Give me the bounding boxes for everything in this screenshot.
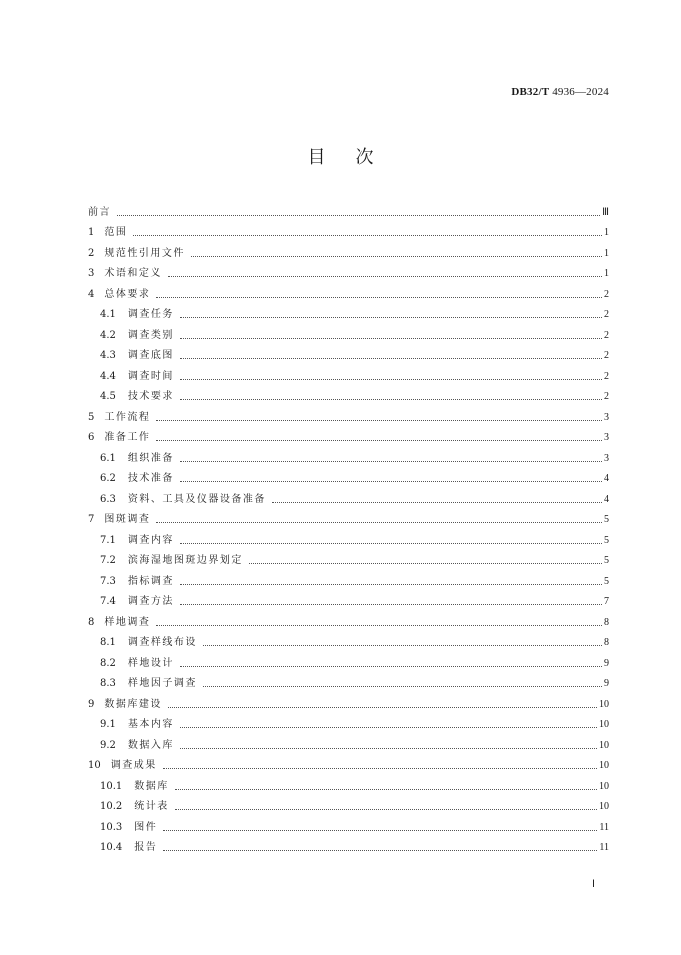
toc-entry-number: 8.2 bbox=[100, 657, 116, 669]
toc-leader-dots bbox=[180, 317, 602, 318]
toc-entry-page: 8 bbox=[604, 616, 609, 628]
toc-entry-page: 8 bbox=[604, 637, 609, 648]
toc-entry-title: 调查样线布设 bbox=[127, 637, 197, 648]
toc-entry-title: 图件 bbox=[134, 821, 158, 833]
toc-leader-dots bbox=[180, 481, 602, 482]
toc-entry-title: 调查成果 bbox=[110, 760, 157, 771]
toc-leader-dots bbox=[156, 297, 602, 298]
toc-entry-title: 调查类别 bbox=[127, 329, 174, 341]
toc-entry-page: 2 bbox=[604, 370, 609, 382]
toc-entry[interactable] bbox=[88, 445, 609, 466]
toc-leader-dots bbox=[156, 420, 602, 421]
toc-entry-number: 1 bbox=[88, 227, 95, 238]
toc-entry-page: 7 bbox=[604, 596, 609, 607]
toc-leader-dots bbox=[180, 666, 602, 667]
toc-entry-number: 4.3 bbox=[100, 350, 116, 361]
toc-entry-number: 4 bbox=[88, 288, 95, 300]
toc-entry-number: 9 bbox=[88, 698, 95, 710]
toc-entry-page: 4 bbox=[604, 473, 609, 484]
toc-leader-dots bbox=[180, 461, 602, 462]
toc-entry-title: 组织准备 bbox=[127, 452, 174, 464]
toc-entry-title: 滨海湿地图斑边界划定 bbox=[127, 555, 243, 566]
toc-entry-number: 8 bbox=[88, 616, 95, 628]
toc-entry-page: 1 bbox=[604, 247, 609, 259]
toc-leader-dots bbox=[175, 789, 597, 790]
toc-entry[interactable] bbox=[88, 835, 609, 856]
toc-entry[interactable] bbox=[88, 281, 609, 302]
toc-leader-dots bbox=[272, 502, 602, 503]
toc-entry-title: 基本内容 bbox=[127, 719, 174, 730]
toc-leader-dots bbox=[133, 235, 602, 236]
toc-title: 目次 bbox=[307, 147, 404, 168]
toc-leader-dots bbox=[156, 522, 602, 523]
toc-entry-page: 2 bbox=[604, 288, 609, 300]
toc-entry-number: 7 bbox=[88, 514, 95, 525]
toc-entry-number: 7.2 bbox=[100, 555, 116, 566]
toc-entry-page: 10 bbox=[599, 698, 609, 710]
toc-entry-page: 2 bbox=[604, 350, 609, 361]
toc-entry-title: 总体要求 bbox=[104, 288, 151, 300]
toc-entry-page: 1 bbox=[604, 268, 609, 279]
toc-entry-title: 样地因子调查 bbox=[127, 678, 197, 689]
toc-entry-title: 资料、工具及仪器设备准备 bbox=[127, 493, 266, 505]
toc-entry-title: 技术要求 bbox=[127, 391, 174, 402]
toc-leader-dots bbox=[156, 440, 602, 441]
toc-entry[interactable] bbox=[88, 363, 609, 384]
toc-entry-page: 4 bbox=[604, 493, 609, 505]
toc-entry-number: 10.4 bbox=[100, 842, 123, 853]
toc-entry-title: 报告 bbox=[134, 842, 158, 853]
toc-entry-number: 4.5 bbox=[100, 391, 116, 402]
toc-entry[interactable] bbox=[88, 527, 609, 548]
toc-entry[interactable] bbox=[88, 712, 609, 733]
toc-entry[interactable] bbox=[88, 322, 609, 343]
toc-entry-title: 工作流程 bbox=[104, 411, 151, 423]
toc-leader-dots bbox=[163, 768, 597, 769]
page-number: Ⅰ bbox=[592, 879, 595, 890]
toc-entry[interactable] bbox=[88, 814, 609, 835]
toc-entry-title: 调查方法 bbox=[127, 596, 174, 607]
toc-entry-page: 5 bbox=[604, 514, 609, 525]
toc-leader-dots bbox=[180, 604, 602, 605]
toc-entry[interactable] bbox=[88, 630, 609, 651]
toc-entry-page: 10 bbox=[599, 760, 609, 771]
toc-entry-title: 统计表 bbox=[134, 801, 169, 812]
toc-leader-dots bbox=[117, 215, 600, 216]
toc-entry[interactable] bbox=[88, 343, 609, 364]
toc-leader-dots bbox=[180, 399, 602, 400]
toc-entry-number: 6 bbox=[88, 432, 95, 443]
toc-leader-dots bbox=[180, 543, 602, 544]
toc-entry[interactable] bbox=[88, 302, 609, 323]
toc-leader-dots bbox=[191, 256, 602, 257]
toc-entry-number: 7.4 bbox=[100, 596, 116, 607]
toc-entry-number: 10.2 bbox=[100, 801, 123, 812]
toc-entry-title: 准备工作 bbox=[104, 432, 151, 443]
toc-entry-title: 规范性引用文件 bbox=[104, 247, 185, 259]
toc-leader-dots bbox=[180, 338, 602, 339]
toc-leader-dots bbox=[203, 686, 602, 687]
toc-leader-dots bbox=[156, 625, 602, 626]
toc-entry-page: 5 bbox=[604, 534, 609, 546]
toc-leader-dots bbox=[168, 276, 602, 277]
toc-entry[interactable] bbox=[88, 425, 609, 446]
toc-entry-number: 6.2 bbox=[100, 473, 116, 484]
toc-entry-number: 4.2 bbox=[100, 329, 116, 341]
toc-entry-page: 3 bbox=[604, 432, 609, 443]
toc-entry-number: 9.2 bbox=[100, 739, 116, 751]
toc-entry[interactable] bbox=[88, 384, 609, 405]
toc-entry[interactable] bbox=[88, 609, 609, 630]
toc-entry-page: 11 bbox=[599, 842, 609, 853]
toc-entry-number: 9.1 bbox=[100, 719, 116, 730]
toc-entry-number: 4.4 bbox=[100, 370, 116, 382]
toc-entry-title: 调查时间 bbox=[127, 370, 174, 382]
toc-entry-title: 调查底图 bbox=[127, 350, 174, 361]
toc-entry[interactable] bbox=[88, 691, 609, 712]
toc-entry-number: 8.3 bbox=[100, 678, 116, 689]
toc-entry-page: 5 bbox=[604, 575, 609, 587]
toc-entry[interactable] bbox=[88, 568, 609, 589]
toc-leader-dots bbox=[163, 830, 597, 831]
toc-entry-page: 3 bbox=[604, 452, 609, 464]
toc-entry-page: 2 bbox=[604, 391, 609, 402]
toc-entry[interactable] bbox=[88, 199, 609, 220]
toc-leader-dots bbox=[203, 645, 602, 646]
standard-prefix: DB32/T bbox=[511, 86, 550, 98]
toc-entry[interactable] bbox=[88, 404, 609, 425]
toc-leader-dots bbox=[180, 748, 597, 749]
toc-entry[interactable] bbox=[88, 466, 609, 487]
toc-entry-title: 图斑调查 bbox=[104, 514, 151, 525]
toc-entry-number: 5 bbox=[88, 411, 95, 423]
toc-entry-page: 10 bbox=[599, 739, 609, 751]
toc-entry[interactable] bbox=[88, 507, 609, 528]
toc-entry-title: 数据入库 bbox=[127, 739, 174, 751]
toc-entry[interactable] bbox=[88, 794, 609, 815]
toc-entry-page: 10 bbox=[599, 780, 609, 792]
toc-entry-page: 5 bbox=[604, 555, 609, 566]
toc-entry-title: 调查任务 bbox=[127, 309, 174, 320]
standard-code bbox=[511, 86, 609, 98]
toc-entry[interactable] bbox=[88, 548, 609, 569]
toc-entry-title: 前言 bbox=[88, 206, 111, 218]
toc-entry-page: 10 bbox=[599, 801, 609, 812]
toc-leader-dots bbox=[175, 809, 597, 810]
toc-entry-page: 10 bbox=[599, 719, 609, 730]
toc-entry-number: 10 bbox=[88, 760, 101, 771]
toc-entry[interactable] bbox=[88, 220, 609, 241]
toc-leader-dots bbox=[168, 707, 597, 708]
toc-entry-page: 1 bbox=[604, 227, 609, 238]
toc-entry-title: 数据库建设 bbox=[104, 698, 162, 710]
toc-leader-dots bbox=[180, 358, 602, 359]
toc-entry-page: 2 bbox=[604, 329, 609, 341]
toc-entry[interactable] bbox=[88, 486, 609, 507]
toc-leader-dots bbox=[180, 584, 602, 585]
toc-entry-title: 技术准备 bbox=[127, 473, 174, 484]
toc-entry-number: 8.1 bbox=[100, 637, 116, 648]
toc-entry[interactable] bbox=[88, 589, 609, 610]
toc-entry-title: 数据库 bbox=[134, 780, 169, 792]
toc-entry-number: 10.3 bbox=[100, 821, 123, 833]
table-of-contents bbox=[88, 199, 609, 855]
toc-entry-page: 2 bbox=[604, 309, 609, 320]
toc-entry-number: 10.1 bbox=[100, 780, 123, 792]
toc-entry-page: 9 bbox=[604, 678, 609, 689]
toc-entry-page: Ⅲ bbox=[602, 206, 609, 218]
toc-entry-page: 11 bbox=[599, 821, 609, 833]
toc-entry-number: 3 bbox=[88, 268, 95, 279]
toc-entry-title: 样地调查 bbox=[104, 616, 151, 628]
toc-entry-title: 样地设计 bbox=[127, 657, 174, 669]
toc-entry-page: 9 bbox=[604, 657, 609, 669]
toc-leader-dots bbox=[180, 379, 602, 380]
toc-entry-number: 7.3 bbox=[100, 575, 116, 587]
toc-entry-title: 调查内容 bbox=[127, 534, 174, 546]
standard-number: 4936—2024 bbox=[552, 86, 609, 98]
toc-entry[interactable] bbox=[88, 650, 609, 671]
toc-entry-number: 4.1 bbox=[100, 309, 116, 320]
toc-entry[interactable] bbox=[88, 753, 609, 774]
toc-leader-dots bbox=[249, 563, 602, 564]
toc-entry-number: 6.3 bbox=[100, 493, 116, 505]
toc-entry-number: 6.1 bbox=[100, 452, 116, 464]
toc-entry-title: 范围 bbox=[104, 227, 128, 238]
toc-entry-page: 3 bbox=[604, 411, 609, 423]
toc-entry[interactable] bbox=[88, 261, 609, 282]
toc-entry[interactable] bbox=[88, 240, 609, 261]
toc-leader-dots bbox=[180, 727, 597, 728]
toc-entry-title: 指标调查 bbox=[127, 575, 174, 587]
toc-entry-number: 7.1 bbox=[100, 534, 116, 546]
toc-entry-title: 术语和定义 bbox=[104, 268, 162, 279]
toc-entry[interactable] bbox=[88, 773, 609, 794]
toc-entry-number: 2 bbox=[88, 247, 95, 259]
toc-entry[interactable] bbox=[88, 671, 609, 692]
toc-leader-dots bbox=[163, 850, 597, 851]
toc-entry[interactable] bbox=[88, 732, 609, 753]
